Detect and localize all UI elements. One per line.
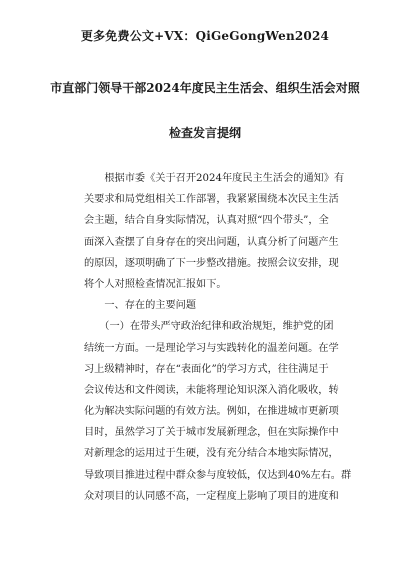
body-line: 化为解决实际问题的有效方法。例如，在推进城市更新项 — [84, 406, 339, 418]
body-line: 众对项目的认同感不高，一定程度上影响了项目的进度和 — [84, 490, 339, 502]
body-line: （一）在带头严守政治纪律和政治规矩，维护党的团 — [84, 321, 334, 333]
document-body — [84, 168, 352, 507]
body-line: 根据市委《关于召开2024年度民主生活会的通知》有 — [84, 173, 345, 184]
body-line: 习上级精神时，存在“表面化”的学习方式，往往满足于 — [84, 363, 329, 375]
body-line: 会议传达和文件阅读，未能将理论知识深入消化吸收，转 — [84, 384, 339, 396]
body-line: 面深入查摆了自身存在的突出问题，认真分析了问题产生 — [84, 236, 339, 248]
body-line: 会主题，结合自身实际情况，认真对照“四个带头”，全 — [84, 215, 329, 227]
body-line: 关要求和局党组相关工作部署，我紧紧围绕本次民主生活 — [84, 194, 339, 206]
body-line: 将个人对照检查情况汇报如下。 — [84, 278, 227, 290]
body-line: 结统一方面。一是理论学习与实践转化的温差问题。在学 — [84, 342, 339, 354]
body-line: 导致项目推进过程中群众参与度较低，仅达到40%左右。群 — [84, 469, 352, 481]
body-line: 目时，虽然学习了关于城市发展新理念，但在实际操作中 — [84, 427, 339, 439]
section-heading: 一、存在的主要问题 — [84, 300, 197, 312]
document-title-line-2: 检查发言提纲 — [168, 126, 241, 140]
body-line: 对新理念的运用过于生硬，没有充分结合本地实际情况， — [84, 448, 339, 460]
promo-header: 更多免费公文+VX：QiGeGongWen2024 — [80, 29, 330, 43]
document-title-line-1: 市直部门领导干部2024年度民主生活会、组织生活会对照 — [50, 81, 360, 95]
body-line: 的原因，逐项明确了下一步整改措施。按照会议安排，现 — [84, 257, 339, 269]
